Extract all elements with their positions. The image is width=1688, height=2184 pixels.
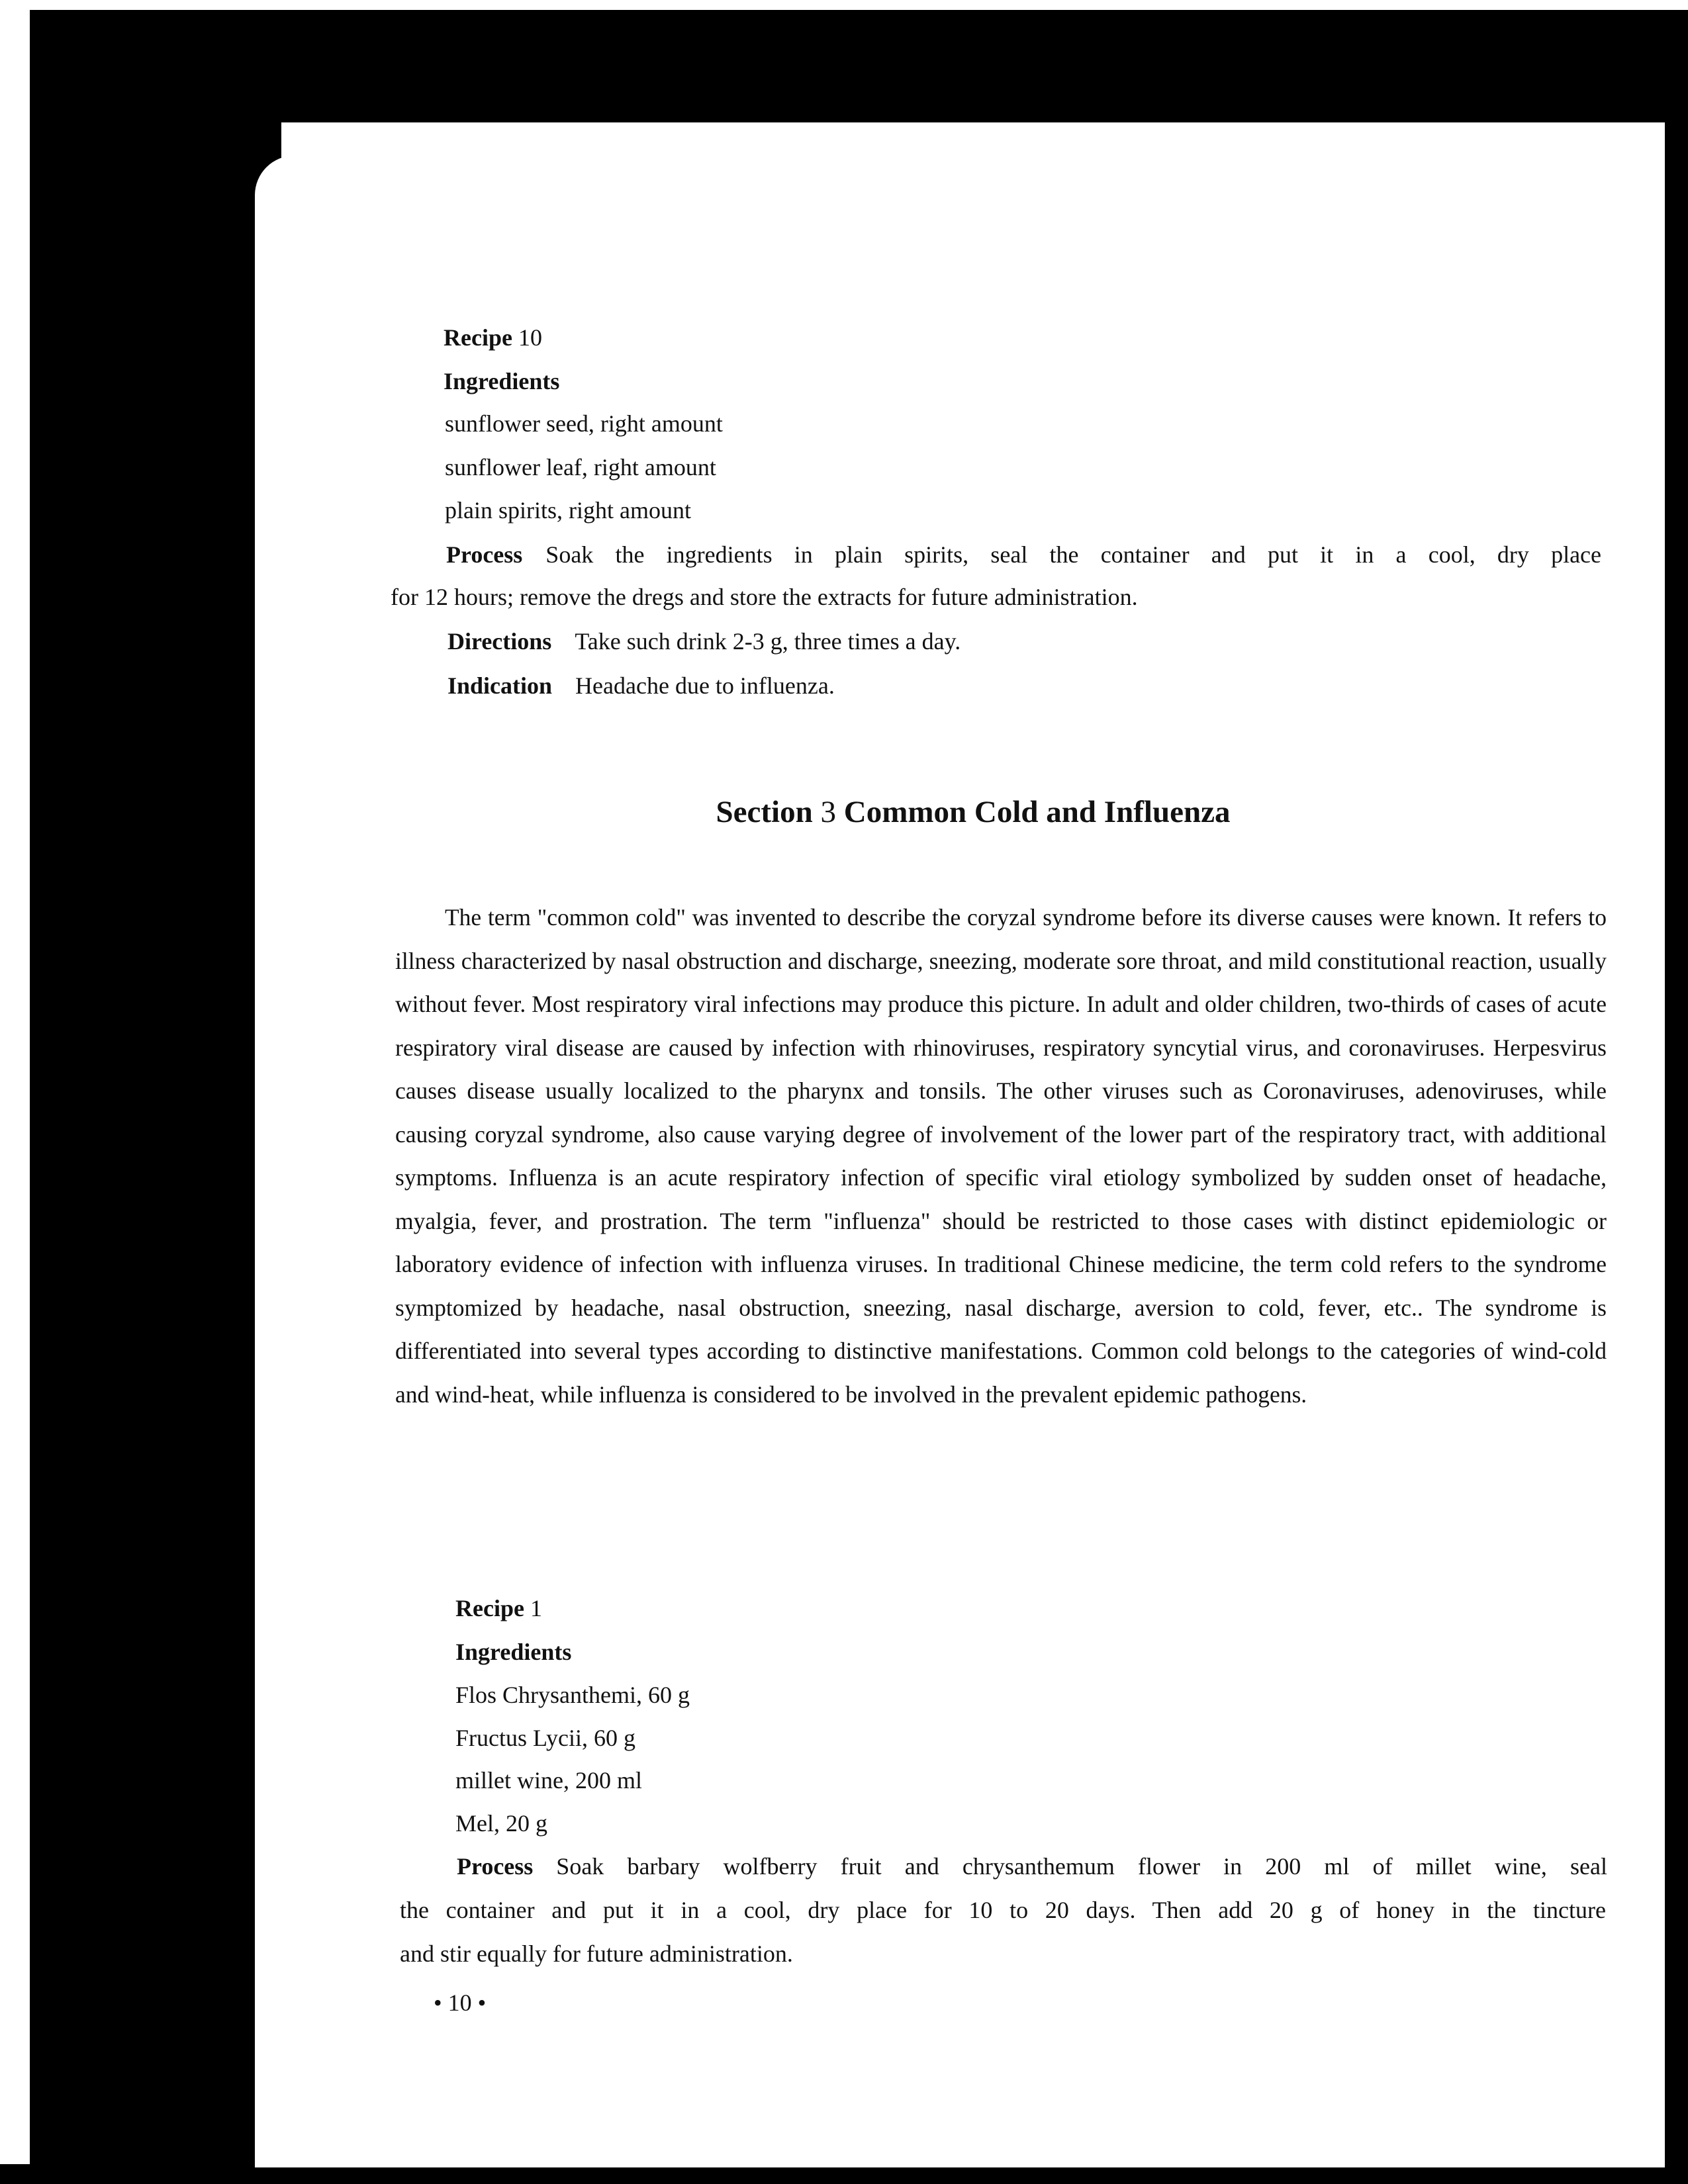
- recipe-label: Recipe: [455, 1595, 524, 1621]
- process-text: Soak the ingredients in plain spirits, seal the container and put it in a cool, dry place: [545, 541, 1601, 568]
- directions-text: Take such drink 2-3 g, three times a day.: [575, 628, 961, 655]
- ingredients-label: Ingredients: [455, 1639, 572, 1665]
- page-number: • 10 •: [434, 1989, 487, 2016]
- process-label: Process: [457, 1853, 534, 1880]
- process-line: [457, 1854, 1607, 1878]
- process-continuation: and stir equally for future administration.: [400, 1940, 793, 1967]
- section-prefix: Section: [716, 795, 813, 829]
- ingredient-item: Fructus Lycii, 60 g: [455, 1725, 635, 1751]
- ingredient-item: millet wine, 200 ml: [455, 1767, 642, 1794]
- section-body: [395, 896, 1607, 1416]
- ingredient-item: sunflower seed, right amount: [445, 410, 723, 437]
- directions-label: Directions: [447, 628, 552, 655]
- section-title: Common Cold and Influenza: [843, 795, 1231, 829]
- ingredient-item: plain spirits, right amount: [445, 497, 691, 523]
- process-continuation: for 12 hours; remove the dregs and store the extracts for future administration.: [391, 584, 1138, 610]
- scan-border-left: [30, 10, 281, 2169]
- process-text: Soak barbary wolfberry fruit and chrysanthemum flower in 200 ml of millet wine, seal: [556, 1853, 1607, 1880]
- recipe-1-title: [455, 1596, 542, 1620]
- process-continuation: the container and put it in a cool, dry place for 10 to 20 days. Then add 20 g of honey in the tincture: [400, 1897, 1606, 1923]
- ingredient-item: sunflower leaf, right amount: [445, 454, 716, 480]
- scan-border-right: [1665, 10, 1688, 2184]
- ingredients-label: Ingredients: [444, 368, 560, 394]
- recipe-label: Recipe: [444, 324, 512, 351]
- section-paragraph: The term "common cold" was invented to describe the coryzal syndrome before its diverse causes were known. It refers to illness characterized by nasal obstruction and discharge, sneezing, moderate sore throat, and mild constitutional reaction, usually without fever. Most respiratory viral infections may produce this picture. In adult and older children, two-thirds of cases of acute respiratory viral disease are caused by infection with rhinoviruses, respiratory syncytial virus, and coronaviruses. Herpesvirus causes disease usually localized to the pharynx and tonsils. The other viruses such as Coronaviruses, adenoviruses, while causing coryzal syndrome, also cause varying degree of involvement of the lower part of the respiratory tract, with additional symptoms. Influenza is an acute respiratory infection of specific viral etiology symbolized by sudden onset of headache, myalgia, fever, and prostration. The term "influenza" should be restricted to those cases with distinct epidemiologic or laboratory evidence of infection with influenza viruses. In traditional Chinese medicine, the term cold refers to the syndrome symptomized by headache, nasal obstruction, sneezing, nasal discharge, aversion to cold, fever, etc.. The syndrome is differentiated into several types according to distinctive manifestations. Common cold belongs to the categories of wind-cold and wind-heat, while influenza is considered to be involved in the prevalent epidemic pathogens.: [395, 904, 1607, 1408]
- indication-text: Headache due to influenza.: [575, 672, 835, 699]
- indication-label: Indication: [447, 672, 553, 699]
- section-number: 3: [820, 795, 836, 829]
- ingredient-item: Mel, 20 g: [455, 1810, 547, 1837]
- recipe-number: 10: [518, 324, 542, 351]
- ingredient-item: Flos Chrysanthemi, 60 g: [455, 1682, 690, 1708]
- section-heading: [281, 794, 1665, 830]
- recipe-number: 1: [530, 1595, 542, 1621]
- process-label: Process: [446, 541, 523, 568]
